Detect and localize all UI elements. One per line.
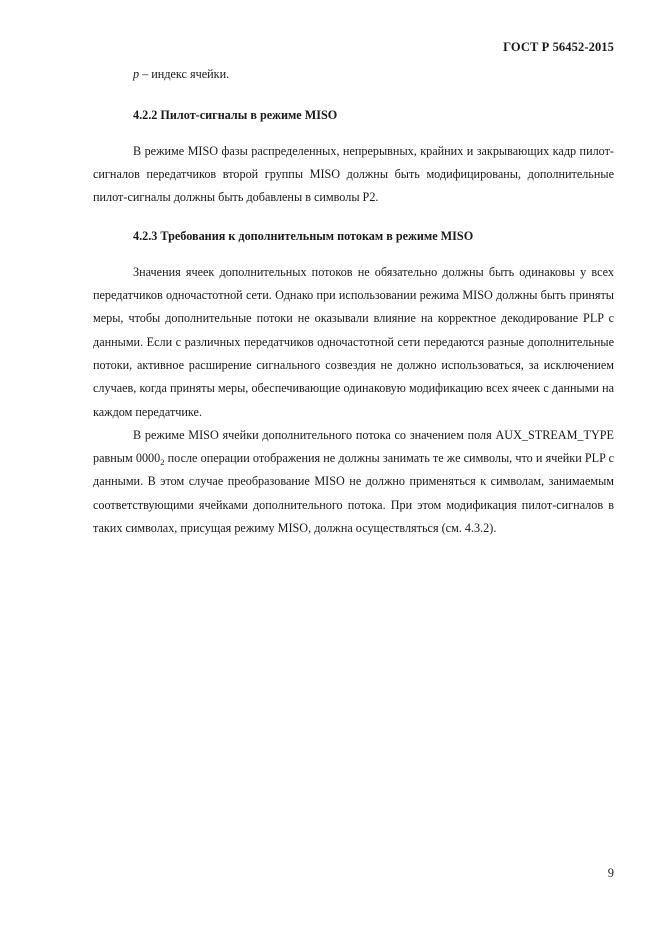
page-number: 9 xyxy=(607,866,614,880)
paragraph-2-part-1: В режиме MISO ячейки дополнительного потока со значением поля AUX_STREAM_TYPE равным 0000 xyxy=(93,427,614,466)
document-code: ГОСТ Р 56452-2015 xyxy=(503,40,614,54)
section-4-2-2-paragraph: В режиме MISO фазы распределенных, непрерывных, крайних и закрывающих кадр пилот-сигналов передатчиков второй группы MISO должны быть модифицированы, дополнительные пилот-сигналы должны быть добавлены в символы P2. xyxy=(93,143,614,205)
section-heading-4-2-3: 4.2.3 Требования к дополнительным потокам в режиме MISO xyxy=(133,229,474,244)
section-4-2-3-paragraph-2 xyxy=(93,424,614,540)
intro-text: – индекс ячейки. xyxy=(139,67,230,81)
page-body xyxy=(93,63,614,540)
subscript-2: 2 xyxy=(160,457,165,468)
section-4-2-3-paragraph-1: Значения ячеек дополнительных потоков не обязательно должны быть одинаковы у всех передатчиков одночастотной сети. Однако при использовании режима MISO должны быть приняты меры, чтобы дополнительные потоки не оказывали влияние на корректное декодирование PLP с данными. Если с различных передатчиков одночастотной сети передаются разные дополнительные потоки, активное расширение сигнального созвездия не должно использоваться, за исключением случаев, когда приняты меры, обеспечивающие одинаковую модификацию всех ячеек с данными на каждом передатчике. xyxy=(93,264,614,419)
paragraph-2-part-2: после операции отображения не должны занимать те же символы, что и ячейки PLP с данными. В этом случае преобразование MISO не должно применяться к символам, занимаемым соответствующими ячейками дополнительного потока. При этом модификация пилот-сигналов в таких символах, присущая режиму MISO, должна осуществляться (см. 4.3.2). xyxy=(93,451,615,536)
intro-line xyxy=(93,63,614,86)
variable-p: p xyxy=(133,67,140,81)
section-heading-4-2-2: 4.2.2 Пилот-сигналы в режиме MISO xyxy=(133,108,338,123)
